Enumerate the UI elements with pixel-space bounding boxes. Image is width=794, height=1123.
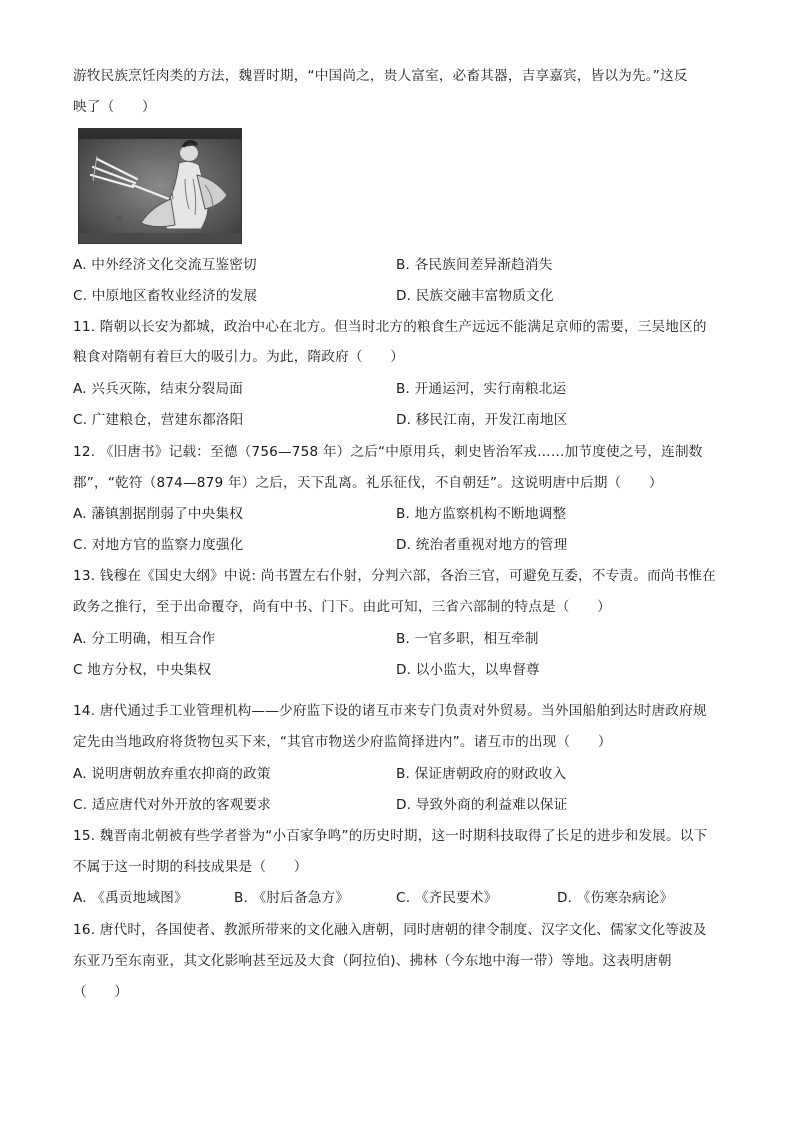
question-14-option-d[interactable]: D. 导致外商的利益难以保证 [396,797,568,813]
question-13-option-a[interactable]: A. 分工明确，相互合作 [73,631,216,647]
question-12-option-d[interactable]: D. 统治者重视对地方的管理 [396,537,568,553]
mural-figure [78,128,242,244]
question-12-option-b[interactable]: B. 地方监察机构不断地调整 [396,506,567,522]
question-10-option-a[interactable]: A. 中外经济文化交流互鉴密切 [73,257,257,273]
question-13-option-b[interactable]: B. 一官多职，相互牵制 [396,631,539,647]
question-16-text-line-2: 东亚乃至东南亚，其文化影响甚至远及大食（阿拉伯)、拂林（今东地中海一带）等地。这表明唐朝 [73,953,672,969]
question-14-option-a[interactable]: A. 说明唐朝放弃重农抑商的政策 [73,766,271,782]
question-10-option-d[interactable]: D. 民族交融丰富物质文化 [396,288,554,304]
question-13-option-c[interactable]: C 地方分权，中央集权 [73,662,212,678]
question-16-text-line-3: （ ） [73,984,129,1000]
question-15-option-b[interactable]: B. 《肘后备急方》 [234,890,350,906]
question-10-text-line-1: 游牧民族烹饪肉类的方法，魏晋时期，“中国尚之，贵人富室，必畜其器，吉享嘉宾，皆以为先。”这反 [73,68,688,84]
question-15-option-a[interactable]: A. 《禹贡地域图》 [73,890,188,906]
question-10-option-b[interactable]: B. 各民族间差异渐趋消失 [396,257,553,273]
question-14-text-line-1: 14. 唐代通过手工业管理机构——少府监下设的诸互市来专门负责对外贸易。当外国船舶到达时唐政府规 [73,703,707,719]
question-16-text-line-1: 16. 唐代时，各国使者、教派所带来的文化融入唐朝，同时唐朝的律令制度、汉字文化、儒家文化等波及 [73,922,707,938]
question-12-text-line-1: 12. 《旧唐书》记载：至德（756—758 年）之后“中原用兵，刺史皆治军戎……加节度使之号，连制数 [73,444,703,460]
question-11-option-a[interactable]: A. 兴兵灭陈，结束分裂局面 [73,381,244,397]
question-10-option-c[interactable]: C. 中原地区畜牧业经济的发展 [73,288,258,304]
question-14-option-c[interactable]: C. 适应唐代对外开放的客观要求 [73,797,272,813]
question-11-text-line-1: 11. 隋朝以长安为都城，政治中心在北方。但当时北方的粮食生产远远不能满足京师的需要，三吴地区的 [73,319,707,335]
question-15-text-line-2: 不属于这一时期的科技成果是（ ） [73,859,308,875]
question-11-option-c[interactable]: C. 广建粮仓，营建东都洛阳 [73,412,244,428]
question-15-option-d[interactable]: D. 《伤寒杂病论》 [557,890,674,906]
question-13-text-line-2: 政务之推行，至于出命覆夺，尚有中书、门下。由此可知，三省六部制的特点是（ ） [73,599,611,615]
question-10-text-line-2: 映了（ ） [73,99,156,115]
question-11-option-d[interactable]: D. 移民江南，开发江南地区 [396,412,568,428]
question-13-option-d[interactable]: D. 以小监大，以卑督尊 [396,662,540,678]
question-11-option-b[interactable]: B. 开通运河，实行南粮北运 [396,381,567,397]
question-12-option-c[interactable]: C. 对地方官的监察力度强化 [73,537,244,553]
question-14-option-b[interactable]: B. 保证唐朝政府的财政收入 [396,766,567,782]
question-12-option-a[interactable]: A. 藩镇割据削弱了中央集权 [73,506,244,522]
painted-brick-mural-icon [79,129,241,243]
question-12-text-line-2: 郡”，“乾符（874—879 年）之后，天下乱离。礼乐征伐，不自朝廷”。这说明唐中后期（ ） [73,475,663,491]
question-11-text-line-2: 粮食对隋朝有着巨大的吸引力。为此，隋政府（ ） [73,349,405,365]
question-13-text-line-1: 13. 钱穆在《国史大纲》中说: 尚书置左右仆射，分判六部，各治三官，可避免互委，不专责。而尚书惟在 [73,568,716,584]
question-15-text-line-1: 15. 魏晋南北朝被有些学者誉为“小百家争鸣”的历史时期，这一时期科技取得了长足的进步和发展。以下 [73,828,708,844]
question-15-option-c[interactable]: C. 《齐民要术》 [396,890,498,906]
question-14-text-line-2: 定先由当地政府将货物包买下来，“其官市物送少府监简择进内”。诸互市的出现（ ） [73,734,612,750]
